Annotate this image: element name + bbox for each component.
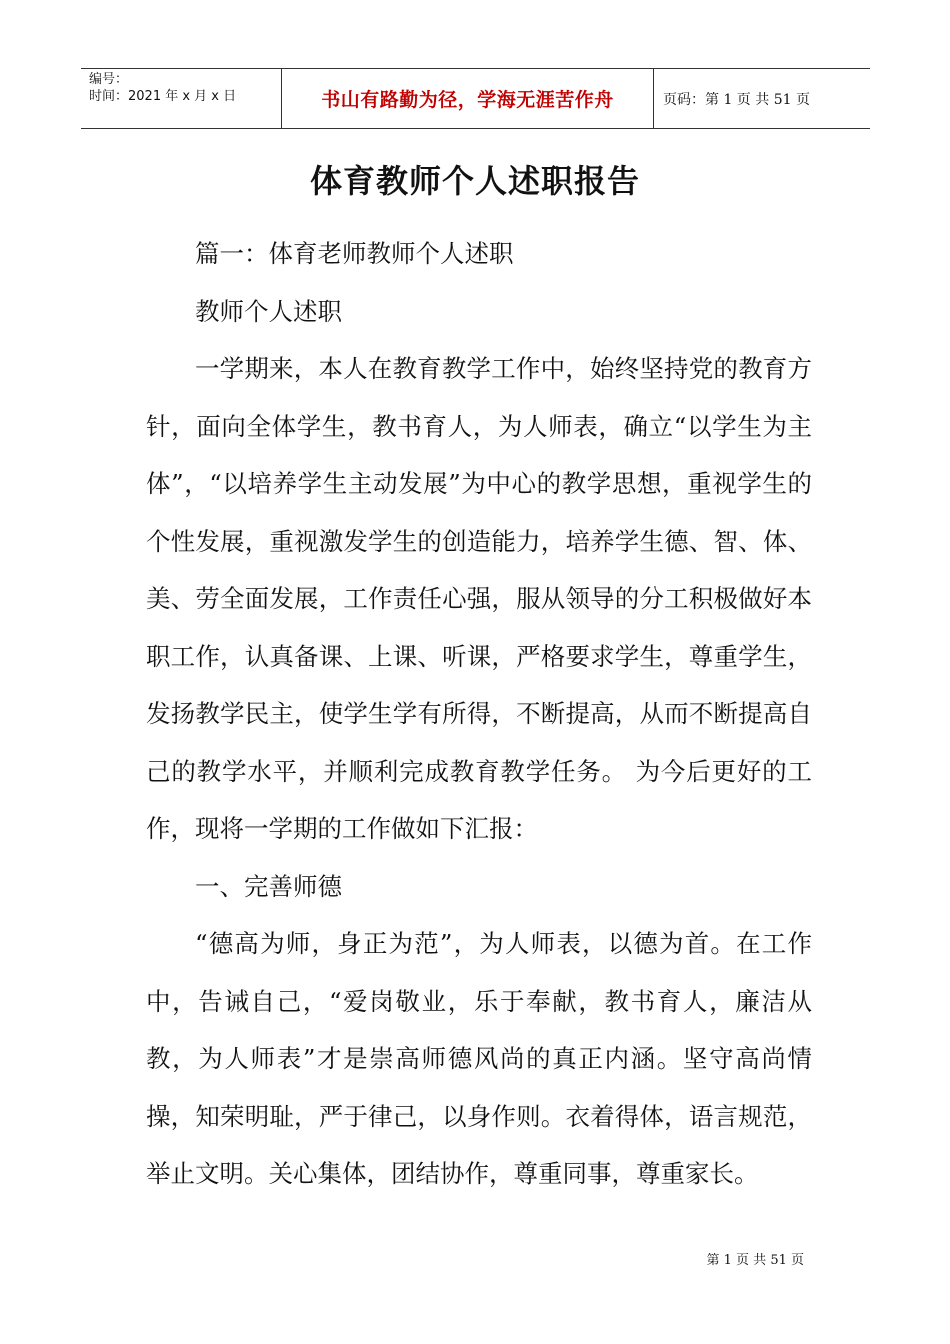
header-page-info [654, 69, 870, 128]
page-info-text: 页码：第 1 页 共 51 页 [663, 91, 810, 108]
header-meta [81, 69, 281, 128]
motto-text: 书山有路勤为径，学海无涯苦作舟 [321, 89, 614, 111]
number-label: 编号： [89, 72, 129, 87]
document-title: 体育教师个人述职报告 [309, 162, 640, 200]
paragraph: 教师个人述职 [195, 296, 342, 326]
paragraph: 一学期来，本人在教育教学工作中，始终坚持党的教育方针，面向全体学生，教书育人，为人师表，确立“以学生为主体”，“以培养学生主动发展”为中心的教学思想，重视学生的个性发展，重视激发学生的创造能力，培养学生德、智、体、美、劳全面发展，工作责任心强，服从领导的分工积极做好本职工作，认真备课、上课、听课，严格要求学生，尊重学生，发扬教学民主，使学生学有所得，不断提高，从而不断提高自己的教学水平，并顺利完成教育教学任务。 为今后更好的工作，现将一学期的工作做如下汇报： [146, 354, 812, 843]
document-header [81, 68, 870, 129]
document-body [146, 225, 812, 1203]
paragraph: “德高为师，身正为范”，为人师表，以德为首。在工作中，告诫自己，“爱岗敬业，乐于奉献，教书育人，廉洁从教，为人师表”才是崇高师德风尚的真正内涵。坚守高尚情操，知荣明耻，严于律己，以身作则。衣着得体，语言规范，举止文明。关心集体，团结协作，尊重同事，尊重家长。 [146, 929, 812, 1188]
paragraph: 篇一：体育老师教师个人述职 [195, 239, 514, 268]
page-footer: 第 1 页 共 51 页 [706, 1253, 804, 1268]
header-motto [281, 69, 654, 128]
paragraph: 一、完善师德 [195, 871, 342, 901]
time-label: 时间：2021 年 x 月 x 日 [89, 89, 237, 104]
